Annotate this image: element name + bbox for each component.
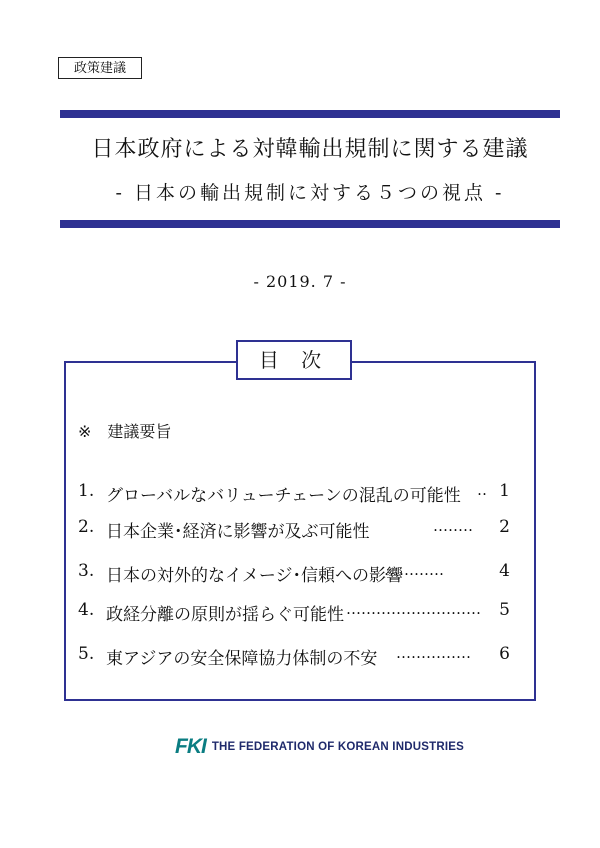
toc-item-leader: ……‥ [433, 517, 474, 535]
toc-item-leader: ‥ [477, 481, 488, 499]
toc-item-page: 5 [499, 600, 510, 620]
toc-item-leader: ……………………… [346, 600, 481, 618]
top-divider-bar [60, 110, 560, 118]
toc-item-leader: …………… [396, 644, 471, 662]
toc-item-page: 2 [499, 517, 510, 537]
toc-item-page: 1 [499, 481, 510, 501]
toc-item-page: 4 [499, 561, 510, 581]
toc-item-label: グローバルなバリューチェーンの混乱の可能性 [106, 486, 461, 506]
organization-name: THE FEDERATION OF KOREAN INDUSTRIES [211, 740, 464, 753]
category-label: 政策建議 [58, 57, 142, 79]
bottom-divider-bar [60, 220, 560, 228]
toc-item-leader: ………… [384, 561, 444, 579]
toc-item-number: 3. [78, 561, 95, 581]
reference-mark-icon: ※ [78, 422, 92, 441]
toc-item-2[interactable] [78, 517, 510, 541]
toc-item-number: 2. [78, 517, 95, 537]
toc-item-5[interactable] [78, 644, 510, 668]
toc-item-4[interactable] [78, 600, 510, 624]
toc-summary-label: 建議要旨 [107, 422, 172, 441]
toc-item-page: 6 [499, 644, 510, 664]
document-subtitle: - 日本の輸出規制に対する５つの視点 - [115, 182, 505, 204]
toc-item-label: 日本企業･経済に影響が及ぶ可能性 [106, 522, 370, 542]
document-title: 日本政府による対韓輸出規制に関する建議 [91, 137, 529, 162]
toc-heading: 目 次 [236, 340, 352, 380]
footer-branding [175, 736, 464, 756]
toc-item-label: 東アジアの安全保障協力体制の不安 [106, 649, 378, 669]
toc-item-number: 5. [78, 644, 95, 664]
toc-item-number: 1. [78, 481, 95, 501]
toc-item-label: 政経分離の原則が揺らぐ可能性 [106, 605, 344, 625]
document-date: - 2019. 7 - [253, 272, 347, 291]
toc-item-3[interactable] [78, 561, 510, 585]
toc-item-1[interactable] [78, 481, 510, 505]
toc-summary-entry[interactable] [78, 419, 171, 442]
toc-item-label: 日本の対外的なイメージ･信頼への影響 [106, 566, 403, 586]
toc-item-number: 4. [78, 600, 95, 620]
fki-logo: FKI [175, 734, 206, 758]
